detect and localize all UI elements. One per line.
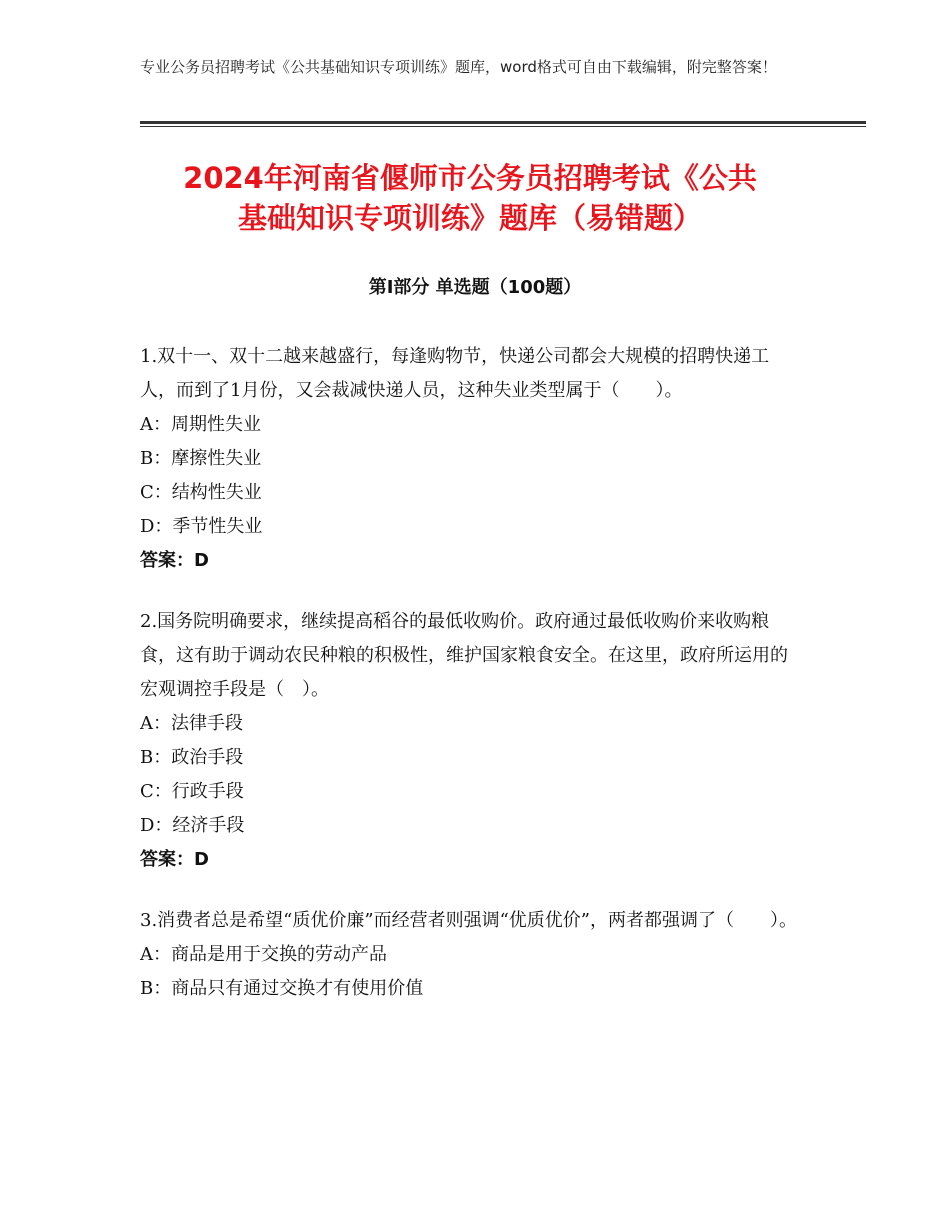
document-title-line-2: 基础知识专项训练》题库（易错题） xyxy=(237,201,702,235)
option-a: A：周期性失业 xyxy=(140,414,261,435)
document-title-line-1: 2024年河南省偃师市公务员招聘考试《公共 xyxy=(183,161,757,195)
option-b: B：商品只有通过交换才有使用价值 xyxy=(140,978,424,999)
document-title xyxy=(120,158,820,238)
option-b: B：政治手段 xyxy=(140,747,244,768)
header-divider-thick xyxy=(140,121,866,124)
question-1 xyxy=(140,340,805,578)
option-c: C：结构性失业 xyxy=(140,482,262,503)
header-note: 专业公务员招聘考试《公共基础知识专项训练》题库，word格式可自由下载编辑，附完整答案！ xyxy=(140,58,777,76)
option-a: A：商品是用于交换的劳动产品 xyxy=(140,944,387,965)
question-2 xyxy=(140,605,805,877)
answer: 答案：D xyxy=(140,849,209,870)
option-c: C：行政手段 xyxy=(140,781,244,802)
option-b: B：摩擦性失业 xyxy=(140,448,262,469)
section-title: 第Ⅰ部分 单选题（100题） xyxy=(368,277,582,298)
question-stem: 2.国务院明确要求，继续提高稻谷的最低收购价。政府通过最低收购价来收购粮食，这有助于调动农民种粮的积极性，维护国家粮食安全。在这里，政府所运用的宏观调控手段是（ ）。 xyxy=(140,611,788,700)
question-stem: 3.消费者总是希望“质优价廉”而经营者则强调“优质优价”，两者都强调了（ ）。 xyxy=(140,910,797,931)
header-divider-thin xyxy=(140,126,866,127)
question-stem: 1.双十一、双十二越来越盛行，每逢购物节，快递公司都会大规模的招聘快递工人，而到了1月份，又会裁减快递人员，这种失业类型属于（ ）。 xyxy=(140,346,770,401)
option-d: D：季节性失业 xyxy=(140,516,263,537)
option-a: A：法律手段 xyxy=(140,713,243,734)
option-d: D：经济手段 xyxy=(140,815,245,836)
question-3 xyxy=(140,904,805,1006)
question-list xyxy=(140,340,805,1033)
answer: 答案：D xyxy=(140,550,209,571)
